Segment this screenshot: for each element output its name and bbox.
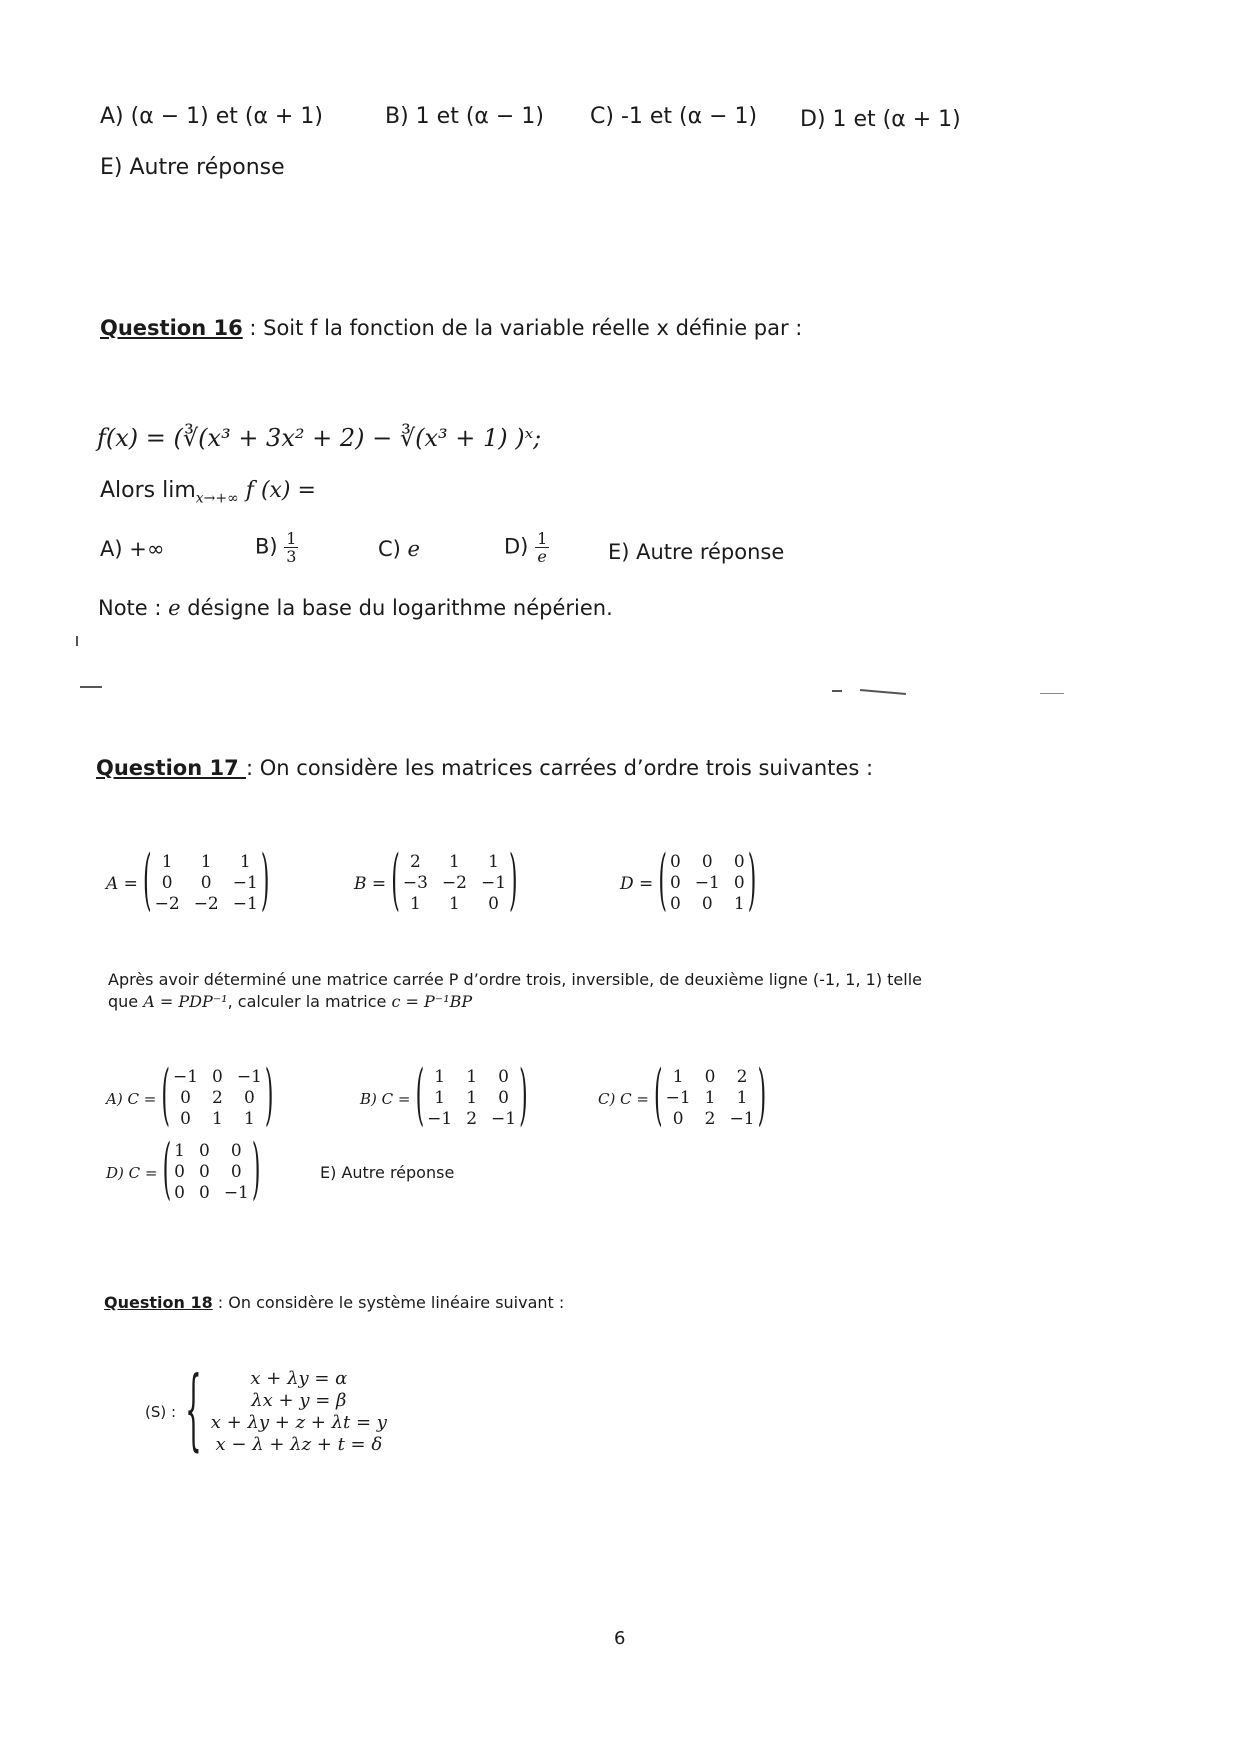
q17-heading	[96, 756, 873, 780]
q18-equation: x + λy = α	[250, 1368, 348, 1389]
matrix-cell: 1	[212, 1109, 223, 1129]
q18-equations	[211, 1368, 387, 1456]
q16-formula: f(x) = (∛(x³ + 3x² + 2) − ∛(x³ + 1) )ˣ;	[97, 424, 542, 452]
matrix-cell: 1	[434, 1088, 446, 1108]
matrix-cell: 0	[669, 894, 681, 914]
page-number: 6	[614, 1628, 626, 1649]
q15-choice-c: C) -1 et (α − 1)	[590, 104, 758, 129]
q16-choice-c-value: e	[407, 537, 420, 561]
q17-option-b	[360, 1059, 528, 1135]
q16-choice-c-prefix: C)	[378, 537, 408, 561]
matrix-cell: −3	[402, 873, 428, 893]
q16-limit-sub: x→+∞	[195, 490, 239, 507]
matrix-cell: 1	[174, 1141, 185, 1161]
matrix-cell: −1	[172, 1067, 199, 1087]
matrix-cell: 1	[488, 852, 499, 872]
matrix-cell: 2	[704, 1109, 716, 1129]
q15-choice-a: A) (α − 1) et (α + 1)	[100, 104, 323, 129]
q18-system	[145, 1361, 387, 1463]
matrix-cell: 0	[198, 1141, 210, 1161]
matrix-a: ( 1 1 1 0 0 −1 −2 −2 −1 )	[143, 844, 270, 920]
matrix-cell: 1	[161, 852, 173, 872]
matrix-cell: 1	[704, 1088, 716, 1108]
matrix-cell: 1	[200, 852, 212, 872]
scan-mark	[76, 636, 78, 646]
matrix-cell: 1	[243, 1109, 255, 1129]
scan-mark	[80, 686, 102, 688]
matrix-grid	[152, 852, 261, 915]
matrix-cell: −1	[232, 873, 258, 893]
matrix-grid	[424, 1067, 519, 1130]
q16-choice-a: A) +∞	[100, 537, 165, 561]
matrix-grid	[170, 1067, 265, 1130]
matrix-cell: 0	[669, 873, 681, 893]
q16-choice-b-num: 1	[286, 529, 297, 548]
q17-option-a-label: A) C =	[106, 1089, 157, 1108]
q17-label: Question 17	[96, 756, 247, 780]
matrix-cell: 0	[200, 873, 212, 893]
q16-choice-d-den: e	[537, 547, 547, 566]
q17-option-c-label: C) C =	[598, 1089, 649, 1108]
q17-option-d-label: D) C =	[106, 1163, 158, 1182]
matrix-cell: 0	[230, 1141, 242, 1161]
matrix-cell: 0	[161, 873, 173, 893]
matrix-cell: 0	[180, 1109, 191, 1129]
q16-choice-d	[504, 530, 549, 565]
q16-note-prefix: Note :	[98, 596, 169, 620]
matrix-cell: 0	[180, 1088, 191, 1108]
matrix-cell: 1	[449, 894, 460, 914]
matrix-cell: −1	[665, 1088, 691, 1108]
matrix-cell: 0	[198, 1162, 210, 1182]
matrix-cell: 2	[736, 1067, 748, 1087]
matrix-d-label: D =	[620, 873, 654, 894]
matrix-b-block	[354, 844, 518, 920]
matrix-cell: 1	[409, 894, 421, 914]
q16-choice-c	[378, 537, 420, 561]
q18-equation: λx + y = β	[251, 1390, 347, 1411]
q18-intro: : On considère le système linéaire suivant :	[212, 1293, 565, 1312]
q16-limit	[100, 478, 316, 506]
q18-heading	[104, 1293, 564, 1312]
matrix-cell: −2	[154, 894, 180, 914]
q16-limit-text: Alors lim	[100, 478, 196, 503]
matrix-cell: 2	[212, 1088, 223, 1108]
matrix-cell: 0	[174, 1162, 185, 1182]
matrix-cell: −1	[223, 1183, 249, 1203]
matrix-cell: −2	[441, 873, 467, 893]
matrix-b-label: B =	[354, 873, 387, 894]
q17-option-e: E) Autre réponse	[320, 1163, 455, 1182]
matrix-cell: 1	[733, 894, 745, 914]
q16-choice-d-fraction	[535, 530, 549, 565]
matrix-d-block	[620, 844, 757, 920]
matrix-cell: −1	[232, 894, 258, 914]
matrix-cell: 2	[409, 852, 421, 872]
q16-intro: : Soit f la fonction de la variable réelle x définie par :	[242, 316, 803, 340]
matrix-grid	[667, 852, 748, 915]
q16-choice-e: E) Autre réponse	[608, 540, 785, 564]
q17-option-d-matrix: ( 1 0 0 0 0 0 0 0 −1 )	[162, 1133, 261, 1209]
q17-text-line2-b: , calculer la matrice	[227, 992, 392, 1011]
q17-option-a-matrix: ( −1 0 −1 0 2 0 0 1 1 )	[161, 1059, 274, 1135]
matrix-cell: 1	[672, 1067, 684, 1087]
matrix-cell: −1	[694, 873, 720, 893]
matrix-cell: 0	[701, 852, 713, 872]
matrix-b: ( 2 1 1 −3 −2 −1 1 1 0 )	[391, 844, 518, 920]
matrix-cell: 0	[669, 852, 681, 872]
q16-choice-b-fraction	[284, 530, 298, 565]
q17-text-line2	[108, 992, 472, 1011]
q17-option-b-matrix: ( 1 1 0 1 1 0 −1 2 −1 )	[415, 1059, 528, 1135]
q16-choice-d-num: 1	[537, 529, 548, 548]
matrix-cell: −1	[427, 1109, 453, 1129]
q16-note-e: e	[168, 596, 181, 620]
q18-equation: x − λ + λz + t = δ	[215, 1434, 383, 1455]
q15-choice-e: E) Autre réponse	[100, 155, 285, 180]
q17-text-line1: Après avoir déterminé une matrice carrée P d’ordre trois, inversible, de deuxième ligne (-1, 1, 1) telle	[108, 970, 922, 989]
matrix-cell: 1	[736, 1088, 748, 1108]
matrix-cell: −1	[480, 873, 507, 893]
matrix-cell: −1	[729, 1109, 755, 1129]
matrix-cell: 2	[466, 1109, 478, 1129]
matrix-cell: 1	[466, 1067, 478, 1087]
matrix-a-label: A =	[106, 873, 138, 894]
q18-equation: x + λy + z + λt = y	[210, 1412, 387, 1433]
q15-choice-d: D) 1 et (α + 1)	[800, 107, 961, 132]
matrix-cell: 0	[212, 1067, 223, 1087]
q16-heading	[100, 316, 802, 340]
q17-intro: : On considère les matrices carrées d’ordre trois suivantes :	[246, 756, 874, 780]
matrix-cell: 0	[672, 1109, 684, 1129]
q16-choice-b-den: 3	[286, 547, 297, 566]
q15-choice-b: B) 1 et (α − 1)	[385, 104, 544, 129]
q16-choice-b	[255, 530, 298, 565]
q17-text-line2-m2: c = P⁻¹BP	[391, 992, 473, 1011]
q18-system-label: (S) :	[145, 1403, 177, 1421]
matrix-cell: 1	[434, 1067, 446, 1087]
q16-note-rest: désigne la base du logarithme népérien.	[180, 596, 613, 620]
matrix-cell: 1	[239, 852, 251, 872]
matrix-cell: 1	[449, 852, 460, 872]
q17-option-b-label: B) C =	[360, 1089, 411, 1108]
matrix-grid	[400, 852, 509, 915]
matrix-grid	[171, 1141, 252, 1204]
q17-option-d	[106, 1133, 261, 1209]
q16-choice-b-prefix: B)	[255, 534, 278, 559]
matrix-cell: 1	[466, 1088, 478, 1108]
matrix-grid	[663, 1067, 758, 1130]
q16-limit-tail: f (x) =	[238, 478, 316, 503]
q17-option-c-matrix: ( 1 0 2 −1 1 1 0 2 −1 )	[654, 1059, 767, 1135]
matrix-cell: −1	[236, 1067, 262, 1087]
q16-label: Question 16	[100, 316, 243, 340]
matrix-cell: 0	[733, 852, 745, 872]
q17-option-a	[106, 1059, 274, 1135]
matrix-d: ( 0 0 0 0 −1 0 0 0 1 )	[658, 844, 757, 920]
q17-option-c	[598, 1059, 767, 1135]
q18-label: Question 18	[104, 1293, 213, 1312]
matrix-cell: 0	[488, 894, 499, 914]
matrix-cell: 0	[198, 1183, 210, 1203]
matrix-cell: 0	[701, 894, 713, 914]
matrix-cell: 0	[243, 1088, 255, 1108]
matrix-cell: 0	[733, 873, 745, 893]
q17-text-line2-m1: A = PDP⁻¹	[143, 992, 228, 1011]
matrix-cell: 0	[704, 1067, 716, 1087]
q17-text-line2-a: que	[108, 992, 144, 1011]
scan-mark	[1040, 693, 1064, 694]
matrix-cell: −1	[491, 1109, 517, 1129]
q18-system-brace: {	[185, 1361, 202, 1463]
scan-mark	[832, 690, 842, 692]
q16-choice-d-prefix: D)	[504, 534, 529, 559]
matrix-cell: 0	[498, 1067, 509, 1087]
matrix-a-block	[106, 844, 270, 920]
scan-mark	[860, 689, 906, 695]
matrix-cell: −2	[193, 894, 219, 914]
q16-note	[98, 596, 613, 620]
matrix-cell: 0	[498, 1088, 509, 1108]
matrix-cell: 0	[174, 1183, 185, 1203]
matrix-cell: 0	[230, 1162, 242, 1182]
